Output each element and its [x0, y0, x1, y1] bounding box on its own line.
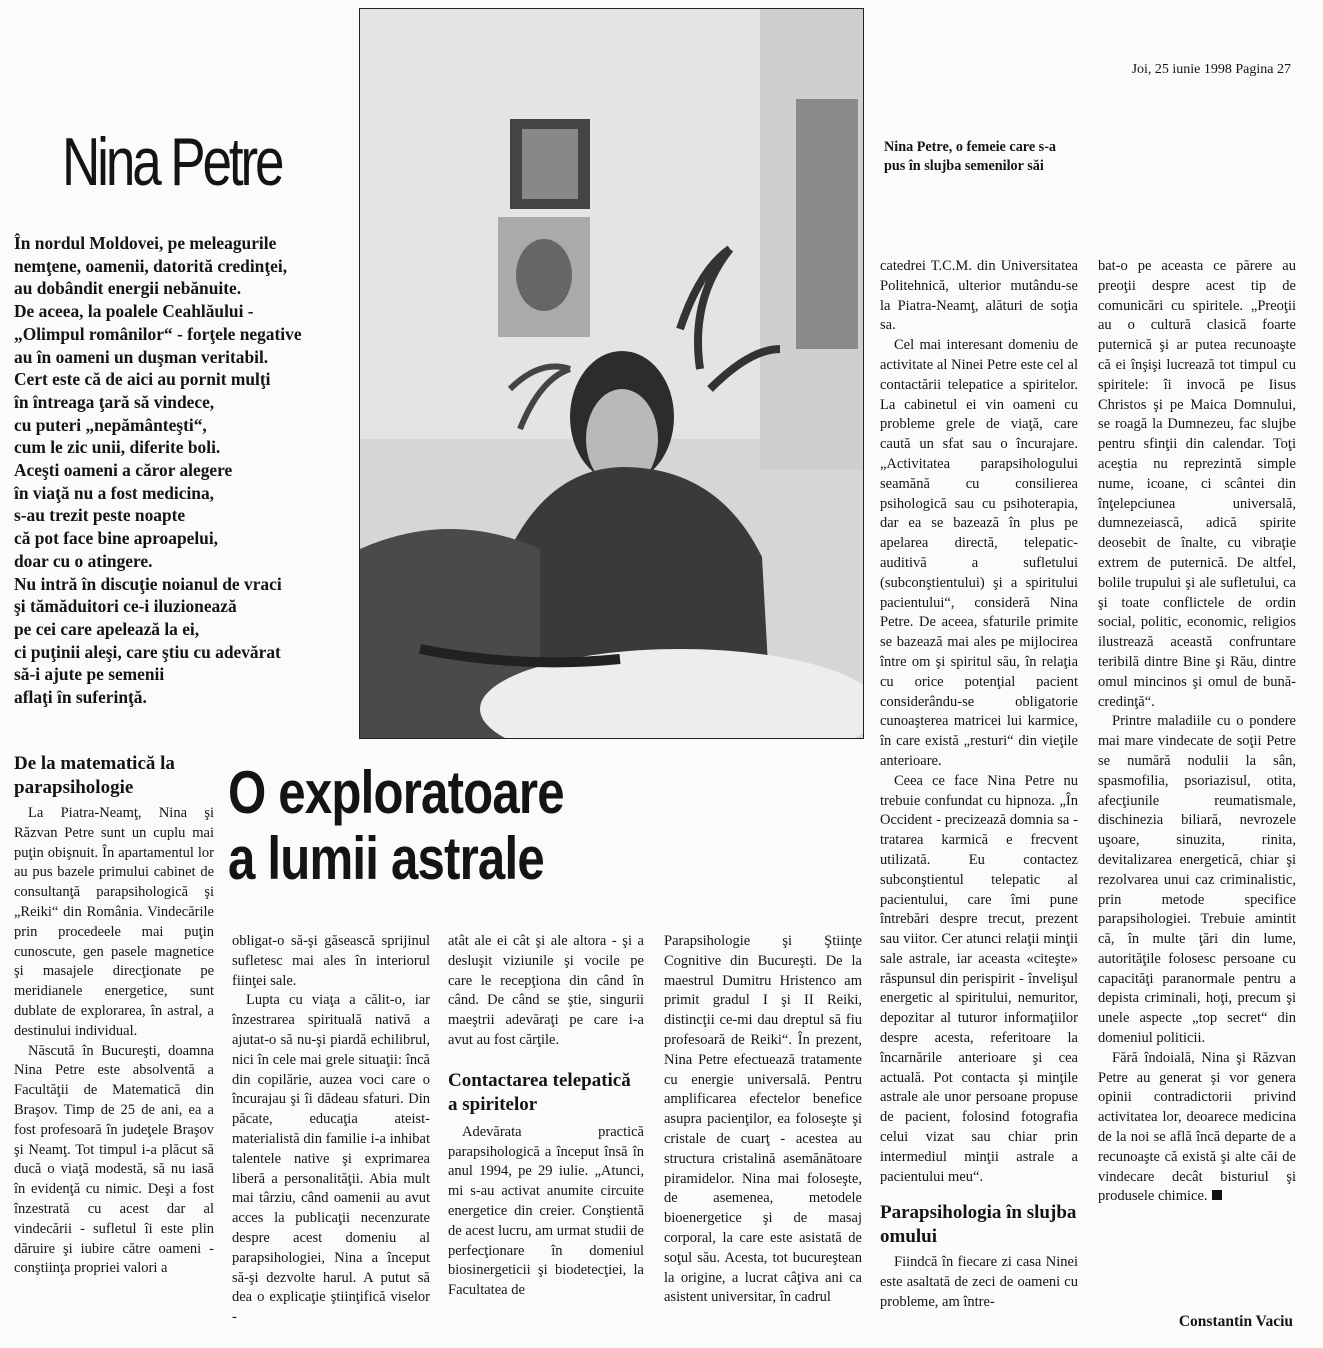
lead-line: pe cei care apelează la ei,	[14, 618, 200, 639]
article-paragraph: Ceea ce face Nina Petre nu trebuie confundat cu hipnoza. „În Occident - precizează domnia sa - tratarea karmică e frecvent utilizată. Eu contactez subconştientul telepatic al pacientului, care îmi pune întrebări despre trecut, prezent sau viitor. Cer atunci relaţii minţii sale astrale, iar aceasta «citeşte» răspunsul din perispirit - învelişul energetic al spiritului, nemuritor, depozitar al tuturor informaţiilor despre acesta, referitoare la încarnările anterioare şi cea actuală. Pot contacta şi minţile astrale ale unor persoane propuse de pacient, folosind fotografia celui vizat sau chiar prin intermediul minţii astrale a pacientului meu“.	[880, 772, 1078, 1185]
lead-line: cum le zic unii, diferite boli.	[14, 437, 221, 458]
column-2	[232, 932, 430, 1328]
column-5-text	[880, 257, 1078, 1187]
lead-line: să-i ajute pe semenii	[14, 664, 165, 685]
column-2-text	[232, 932, 430, 1328]
article-paragraph: Adevărata practică parapsihologică a început însă în anul 1994, pe 29 iulie. „Atunci, mi s-au activat anumite circuite energetice din creier. Conştientă de acest lucru, am urmat studii de perfecţionare în domeniul biosinergeticii şi biodetecţiei, la Facultatea de	[448, 1123, 644, 1299]
author-byline: Constantin Vaciu	[1178, 1313, 1293, 1330]
article-paragraph: Parapsihologie şi Ştiinţe Cognitive din Bucureşti. De la maestrul Dumitru Hristenco am primit gradul I şi II Reiki, distincţii ce-mi dau dreptul să fiu profesoară de Reiki“. În prezent, Nina Petre efectuează tratamente cu energie universală. Pentru amplificarea efectelor benefice asupra pacienţilor, ea foloseşte şi cristale de cuarţ - acestea au structura cristalină asemănătoare piramidelor. Nina mai foloseşte, de asemenea, metodele bioenergetice şi de masaj corporal, la care este asistată de soţul său. Acesta, tot bucureştean la origine, a lucrat câţiva ani ca asistent universitar, în cadrul	[664, 933, 862, 1306]
article-title: Nina Petre	[62, 124, 282, 200]
article-paragraph: atât ale ei cât şi ale altora - şi a desluşit viziunile şi vocile pe care le recepţiona din când în când. De când se ştie, singurii maeştrii adevăraţi pe care i-a avut au fost cărţile.	[448, 933, 644, 1048]
lead-line: „Olimpul românilor“ - forţele negative	[14, 323, 302, 344]
lead-line: aflaţi în suferinţă.	[14, 687, 147, 708]
column-3	[448, 932, 644, 1301]
lead-line: în întreaga ţară să vindece,	[14, 391, 215, 412]
column-4	[664, 932, 862, 1308]
end-of-article-mark	[1212, 1190, 1222, 1200]
article-paragraph: Fiindcă în fiecare zi casa Ninei este asaltată de zeci de oameni cu probleme, am între-	[880, 1254, 1078, 1311]
subheading-mathematics: De la matematică la parapsihologie	[14, 753, 175, 798]
column-1	[14, 752, 214, 1279]
lead-line: şi tămăduitori ce-i iluzionează	[14, 596, 237, 617]
article-paragraph: Născută în Bucureşti, doamna Nina Petre este absolventă a Facultăţii de Matematică din Braşov. Timp de 25 de ani, ea a fost profesoară în judeţele Braşov şi Neamţ. Tot timpul i-a plăcut să ducă o viaţă modestă, să nu iasă în evidenţă cu nimic. Deşi a fost înzestrată cu acest dar al vindecării - sufletul îi este plin dăruire şi iubire către oameni - conştiinţa propriei valori a	[14, 1042, 214, 1277]
lead-line: au dobândit energii nebănuite.	[14, 278, 242, 299]
lead-line: Nu intră în discuţie noianul de vraci	[14, 573, 282, 594]
headline-line-2: a lumii astrale	[228, 825, 544, 892]
lead-line: De aceea, la poalele Ceahlăului -	[14, 301, 254, 322]
article-paragraph: La Piatra-Neamţ, Nina şi Răzvan Petre sunt un cuplu mai puţin obişnuit. În apartamentul lor au pus bazele primului cabinet de consultanţă parapsihologică şi „Reiki“ din România. Vindecările prin procedeele mai puţin cunoscute, gen pasele magnetice şi masajele direcţionate pe meridianele energetice, sunt dublate de explorarea, în astral, a destinului individual.	[14, 805, 214, 1039]
column-3-text-b	[448, 1123, 644, 1301]
portrait-photo-illustration	[360, 9, 864, 739]
photo-caption: Nina Petre, o femeie care s-a pus în slujba semenilor săi	[884, 139, 1057, 174]
lead-line: nemţene, oamenii, datorită credinţei,	[14, 255, 288, 276]
subheading-service: Parapsihologia în slujba omului	[880, 1202, 1077, 1248]
headline-line-1: O exploratoare	[228, 759, 564, 826]
headline	[228, 760, 564, 892]
column-1-text	[14, 804, 214, 1279]
lead-line: s-au trezit peste noapte	[14, 505, 186, 526]
lead-line: cu puteri „nepământeşti“,	[14, 414, 207, 435]
lead-paragraph	[14, 232, 354, 709]
column-6-text	[1098, 257, 1296, 1207]
article-paragraph: bat-o pe aceasta ce părere au preoţii despre acest tip de comunicări cu spiritele. „Preoţii au o cultură clasică foarte puternică şi ar putea recunoaşte că ei înşişi lucrează tot timpul cu spiritele: îi invocă pe Iisus Christos şi pe Maica Domnului, se roagă la Dumnezeu, fac slujbe pentru sfinţii din calendar. Toţi aceştia nu reprezintă simple nume, icoane, ci scântei din înţelepciunea universală, dumnezeiască, adică spirite deosebit de înalte, cu vibraţie extrem de puternică. De altfel, bolile trupului şi ale sufletului, ca şi toate conflictele de ordin social, politic, economic, religios ilustrează această confruntare teribilă dintre Bine şi Rău, dintre omul mincinos şi omul de bună-credinţă“.	[1098, 258, 1296, 710]
lead-line: că pot face bine aproapelui,	[14, 528, 219, 549]
date-page-header: Joi, 25 iunie 1998 Pagina 27	[1131, 62, 1291, 77]
article-paragraph: Lupta cu viaţa a călit-o, iar înzestrarea spirituală nativă a ajutat-o să nu-şi piardă echilibrul, nici în cele mai grele situaţii: încă din copilărie, auzea voci care o încurajau şi îi dădeau sfaturi. Din păcate, educaţia ateist-materialistă din familie i-a inhibat talentele native şi exprimarea liberă a personalităţii. Abia mult mai târziu, când oamenii au avut acces la publicaţii necenzurate despre acest domeniu al parapsihologiei, Nina a început să-şi dezvolte harul. A putut să dea o explicaţie ştiinţifică viselor -	[232, 992, 430, 1326]
lead-line: în viaţă nu a fost medicina,	[14, 482, 215, 503]
lead-line: Aceşti oameni a căror alegere	[14, 460, 233, 481]
lead-line: În nordul Moldovei, pe meleagurile	[14, 233, 277, 253]
lead-line: ci puţinii aleşi, care ştiu cu adevărat	[14, 641, 281, 662]
lead-line: au în oameni un duşman veritabil.	[14, 346, 269, 367]
lead-line: doar cu o atingere.	[14, 550, 153, 571]
article-paragraph: Fără îndoială, Nina şi Răzvan Petre au generat şi vor genera opinii contradictorii privind activitatea lor, deoarece medicina de la noi se află încă departe de a recunoaşte că există şi alte căi de vindecare decât bisturiul şi produsele chimice.	[1098, 1049, 1296, 1205]
article-paragraph: Printre maladiile cu o pondere mai mare vindecate de soţii Petre se numără nodulii la sân, spasmofilia, psoriazisul, otita, afecţiunile reumatismale, dischinezia biliară, nevrozele uşoare, sinuzita, rinita, devitalizarea energetică, chiar şi rezolvarea unui caz criminalistic, prin metode specifice parapsihologiei. Trebuie amintit că, în multe ţări din lume, autorităţile folosesc persoane cu capacităţi paranormale pentru a depista criminali, hoţi, precum şi unele aspecte „top secret“ din domeniul politicii.	[1098, 713, 1296, 1047]
article-paragraph: catedrei T.C.M. din Universitatea Politehnică, ulterior mutându-se la Piatra-Neamţ, alături de soţia sa.	[880, 258, 1078, 334]
subheading-telepathic: Contactarea telepatică a spiritelor	[448, 1069, 631, 1115]
column-3-text-a	[448, 932, 644, 1051]
article-paragraph: Cel mai interesant domeniu de activitate al Ninei Petre este cel al contactării telepatice a spiritelor. La cabinetul ei vin oameni cu probleme grele de viaţă, care caută un sfat sau o încurajare. „Activitatea parapsihologului seamănă cu consilierea psihologică sau cu psihoterapia, dar ea se bazează în plus pe apelarea directă, telepatic-auditivă a sufletului (subconştientului) şi a spiritului pacientului“, consideră Nina Petre. De aceea, sfaturile primite se bazează mai ales pe mijlocirea între om şi spiritul său, în relaţia cu orice potenţial pacient considerându-se obligatorie cunoaşterea matricei lui karmice, în care există „resturi“ din vieţile anterioare.	[880, 337, 1078, 769]
article-photo	[359, 8, 864, 739]
column-4-text	[664, 932, 862, 1308]
lead-line: Cert este că de aici au pornit mulţi	[14, 369, 271, 390]
article-paragraph: obligat-o să-şi găsească sprijinul sufletesc mai ales în interiorul fiinţei sale.	[232, 933, 430, 989]
column-6	[1098, 257, 1296, 1207]
column-5	[880, 257, 1078, 1313]
column-5-text-b	[880, 1253, 1078, 1312]
